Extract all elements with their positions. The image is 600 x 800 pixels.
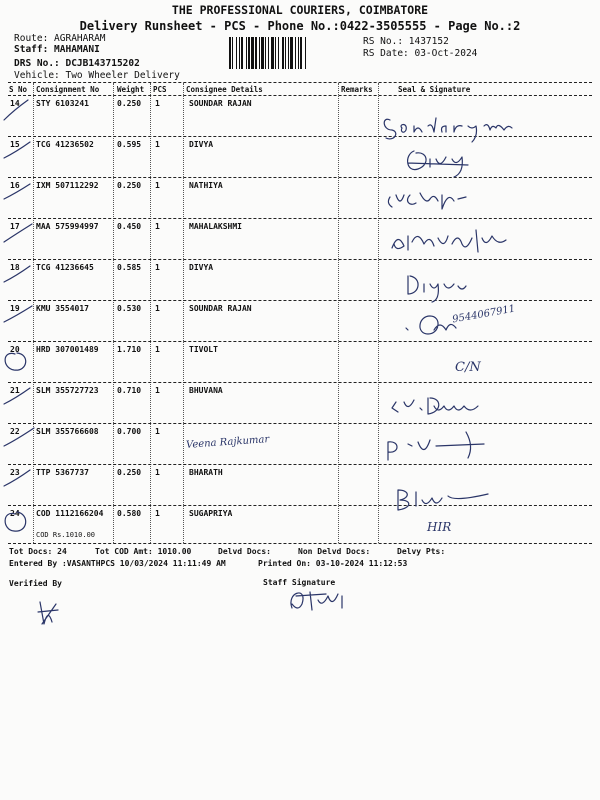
drs-number: DRS No.: DCJB143715202 — [14, 58, 140, 69]
company-title: THE PROFESSIONAL COURIERS, COIMBATORE — [171, 3, 429, 17]
barcode-bar — [305, 37, 306, 69]
row-pcs: 1 — [155, 468, 160, 477]
total-docs: Tot Docs: 24 — [9, 547, 67, 556]
row-pcs: 1 — [155, 386, 160, 395]
total-cod-amount: Tot COD Amt: 1010.00 — [95, 547, 192, 556]
barcode-bar — [246, 37, 247, 69]
barcode-bar — [278, 37, 279, 69]
row-weight: 0.595 — [117, 140, 142, 149]
row-consignment: SLM 355727723 — [36, 386, 99, 395]
row-sno: 17 — [10, 222, 20, 231]
barcode-bar — [282, 37, 284, 69]
vehicle-label: Vehicle: Two Wheeler Delivery — [14, 70, 180, 81]
col-sno: S No — [9, 85, 28, 94]
row-pcs: 1 — [155, 140, 160, 149]
row-pcs: 1 — [155, 263, 160, 272]
rs-number: RS No.: 1437152 — [363, 36, 449, 47]
route-label: Route: AGRAHARAM — [14, 33, 106, 44]
row-pcs: 1 — [155, 99, 160, 108]
row-sno: 21 — [10, 386, 20, 395]
barcode — [229, 37, 356, 69]
barcode-bar — [288, 37, 289, 69]
row-consignee: BHUVANA — [189, 386, 223, 395]
row-sno: 18 — [10, 263, 20, 272]
signature-row19 — [400, 308, 460, 342]
row-sno: 22 — [10, 427, 20, 436]
signature-row17 — [386, 222, 516, 262]
row-sno: 23 — [10, 468, 20, 477]
verified-by-signature — [34, 598, 64, 628]
row-weight: 0.250 — [117, 181, 142, 190]
barcode-bar — [298, 37, 299, 69]
row-consignee: SOUNDAR RAJAN — [189, 99, 252, 108]
non-delivered-docs: Non Delvd Docs: — [298, 547, 371, 556]
handwritten-note-row24: HIR — [427, 520, 452, 534]
rs-date: RS Date: 03-Oct-2024 — [363, 48, 478, 59]
row-consignment: TCG 41236502 — [36, 140, 94, 149]
runsheet-title: Delivery Runsheet - PCS - Phone No.:0422-3505555 - Page No.:2 — [79, 19, 521, 33]
barcode-bar — [239, 37, 240, 69]
row-consignee: NATHIYA — [189, 181, 223, 190]
barcode-bar — [285, 37, 286, 69]
row-consignee: SUGAPRIYA — [189, 509, 233, 518]
cod-amount-note: COD Rs.1010.00 — [36, 531, 96, 539]
barcode-bar — [255, 37, 257, 69]
table-top-rule — [8, 82, 592, 83]
row-consignment: KMU 3554017 — [36, 304, 89, 313]
barcode-bar — [248, 37, 250, 69]
staff-signature-label: Staff Signature — [263, 578, 336, 587]
handwritten-name-row22: Veena Rajkumar — [185, 434, 270, 451]
row-consignee: SOUNDAR RAJAN — [189, 304, 252, 313]
table-row — [0, 424, 600, 465]
barcode-bar — [261, 37, 264, 69]
row-weight: 0.250 — [117, 468, 142, 477]
row-consignment: TCG 41236645 — [36, 263, 94, 272]
col-weight: Weight — [117, 85, 145, 94]
signature-row14 — [380, 108, 520, 148]
row-consignment: IXM 507112292 — [36, 181, 99, 190]
row-sno: 19 — [10, 304, 20, 313]
row-sno: 14 — [10, 99, 20, 108]
row-consignment: HRD 307001489 — [36, 345, 99, 354]
barcode-bar — [290, 37, 293, 69]
row-sno: 24 — [10, 509, 20, 518]
row-consignee: MAHALAKSHMI — [189, 222, 242, 231]
signature-row16 — [382, 185, 472, 215]
row-consignee: TIVOLT — [189, 345, 218, 354]
col-remarks: Remarks — [341, 85, 373, 94]
barcode-bar — [265, 37, 266, 69]
staff-signature — [282, 582, 352, 616]
row-pcs: 1 — [155, 181, 160, 190]
row-pcs: 1 — [155, 345, 160, 354]
signature-row18 — [400, 270, 470, 304]
barcode-bar — [229, 37, 231, 69]
barcode-bar — [300, 37, 302, 69]
printed-on: Printed On: 03-10-2024 11:12:53 — [258, 559, 408, 568]
col-pcs: PCS — [153, 85, 167, 94]
row-consignment: SLM 355766608 — [36, 427, 99, 436]
row-consignment: COD 1112166204 — [36, 509, 104, 518]
staff-label: Staff: MAHAMANI — [14, 44, 100, 55]
row-weight: 0.700 — [117, 427, 142, 436]
handwritten-note-row20: C/N — [455, 360, 481, 375]
handwritten-phone-row19: 9544067911 — [451, 303, 517, 326]
row-weight: 0.250 — [117, 99, 142, 108]
col-consignee: Consignee Details — [186, 85, 263, 94]
row-sno: 16 — [10, 181, 20, 190]
barcode-bar — [295, 37, 296, 69]
signature-row15 — [400, 145, 480, 180]
row-sno: 20 — [10, 345, 20, 354]
barcode-bar — [236, 37, 237, 69]
signature-row21 — [388, 390, 488, 420]
barcode-bar — [268, 37, 269, 69]
entered-by: Entered By :VASANTHPCS 10/03/2024 11:11:49 AM — [9, 559, 226, 568]
table-row — [0, 342, 600, 383]
signature-row23 — [388, 482, 498, 516]
serial-tick-marks — [0, 96, 40, 548]
table-row — [0, 260, 600, 301]
row-consignee: BHARATH — [189, 468, 223, 477]
row-consignment: MAA 575994997 — [36, 222, 99, 231]
delivered-docs: Delvd Docs: — [218, 547, 271, 556]
col-seal-signature: Seal & Signature — [398, 85, 471, 94]
row-consignee: DIVYA — [189, 263, 214, 272]
row-consignment: TTP 5367737 — [36, 468, 89, 477]
row-pcs: 1 — [155, 427, 160, 436]
verified-by-label: Verified By — [9, 579, 62, 588]
table-row — [0, 383, 600, 424]
row-weight: 0.580 — [117, 509, 142, 518]
barcode-bar — [232, 37, 233, 69]
barcode-bar — [275, 37, 276, 69]
row-weight: 0.585 — [117, 263, 142, 272]
barcode-bar — [259, 37, 260, 69]
table-row — [0, 506, 600, 547]
row-weight: 0.710 — [117, 386, 142, 395]
delivery-points: Delvy Pts: — [397, 547, 446, 556]
barcode-bar — [251, 37, 254, 69]
row-consignment: STY 6103241 — [36, 99, 89, 108]
col-consignment: Consignment No — [36, 85, 100, 94]
row-pcs: 1 — [155, 222, 160, 231]
signature-row22 — [380, 428, 490, 464]
row-consignee: DIVYA — [189, 140, 214, 149]
row-sno: 15 — [10, 140, 20, 149]
row-weight: 0.450 — [117, 222, 142, 231]
summary-rule — [8, 543, 592, 544]
row-weight: 0.530 — [117, 304, 142, 313]
row-weight: 1.710 — [117, 345, 142, 354]
barcode-bar — [271, 37, 274, 69]
table-row — [0, 465, 600, 506]
row-pcs: 1 — [155, 509, 160, 518]
row-pcs: 1 — [155, 304, 160, 313]
table-row — [0, 178, 600, 219]
barcode-bar — [241, 37, 243, 69]
